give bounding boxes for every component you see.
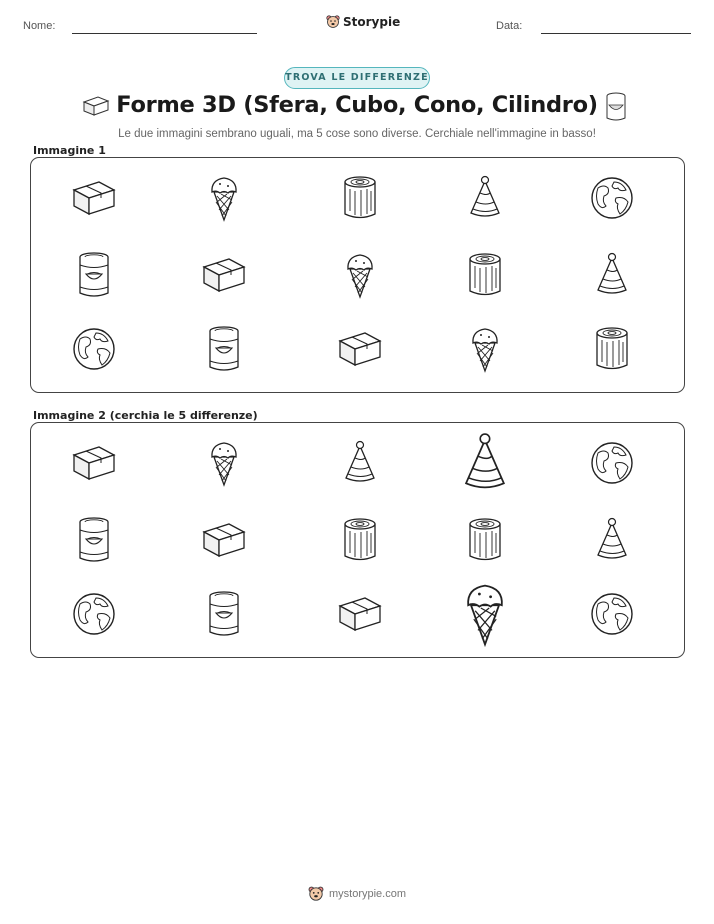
date-label: Data: bbox=[496, 20, 523, 32]
ice-cream-cone-icon bbox=[184, 163, 264, 233]
cube-icon[interactable] bbox=[184, 505, 264, 575]
footer-url: mystorypie.com bbox=[329, 888, 407, 900]
page-title: Forme 3D (Sfera, Cubo, Cono, Cilindro) bbox=[116, 92, 598, 118]
cube-icon bbox=[320, 314, 400, 384]
party-hat-cone-icon bbox=[445, 163, 525, 233]
earth-globe-icon bbox=[572, 163, 652, 233]
party-hat-cone-icon[interactable] bbox=[572, 505, 652, 575]
cube-icon bbox=[184, 240, 264, 310]
activity-badge: TROVA LE DIFFERENZE bbox=[284, 67, 430, 89]
soup-can-icon[interactable] bbox=[54, 505, 134, 575]
earth-globe-icon[interactable] bbox=[572, 579, 652, 649]
earth-globe-icon[interactable] bbox=[572, 428, 652, 498]
ice-cream-cone-icon[interactable] bbox=[445, 579, 525, 649]
soup-can-icon bbox=[184, 314, 264, 384]
name-label: Nome: bbox=[23, 20, 56, 32]
earth-globe-icon bbox=[54, 314, 134, 384]
party-hat-cone-icon[interactable] bbox=[445, 428, 525, 498]
brand-name: Storypie bbox=[343, 15, 401, 29]
footer bbox=[308, 885, 406, 903]
cube-icon[interactable] bbox=[54, 428, 134, 498]
earth-globe-icon[interactable] bbox=[54, 579, 134, 649]
panel2-label: Immagine 2 (cerchia le 5 differenze) bbox=[33, 409, 258, 422]
soup-can-icon[interactable] bbox=[184, 579, 264, 649]
cube-icon bbox=[54, 163, 134, 233]
date-line[interactable] bbox=[541, 33, 691, 34]
bear-icon bbox=[326, 14, 340, 30]
ice-cream-cone-icon[interactable] bbox=[184, 428, 264, 498]
ice-cream-cone-icon bbox=[445, 314, 525, 384]
log-cylinder-icon[interactable] bbox=[320, 505, 400, 575]
party-hat-cone-icon[interactable] bbox=[320, 428, 400, 498]
log-cylinder-icon bbox=[320, 163, 400, 233]
ice-cream-cone-icon bbox=[320, 240, 400, 310]
image-panel-2[interactable] bbox=[30, 422, 685, 658]
log-cylinder-icon bbox=[445, 240, 525, 310]
log-cylinder-icon bbox=[572, 314, 652, 384]
name-line[interactable] bbox=[72, 33, 257, 34]
soup-can-icon bbox=[54, 240, 134, 310]
image-panel-1 bbox=[30, 157, 685, 393]
log-cylinder-icon[interactable] bbox=[445, 505, 525, 575]
party-hat-cone-icon bbox=[572, 240, 652, 310]
brand-logo bbox=[326, 14, 400, 30]
cube-icon[interactable] bbox=[320, 579, 400, 649]
bear-icon bbox=[308, 885, 324, 903]
panel1-label: Immagine 1 bbox=[33, 144, 106, 157]
title-soup-can-icon bbox=[605, 92, 627, 127]
instructions: Le due immagini sembrano uguali, ma 5 cose sono diverse. Cerchiale nell'immagine in basso! bbox=[118, 128, 596, 140]
